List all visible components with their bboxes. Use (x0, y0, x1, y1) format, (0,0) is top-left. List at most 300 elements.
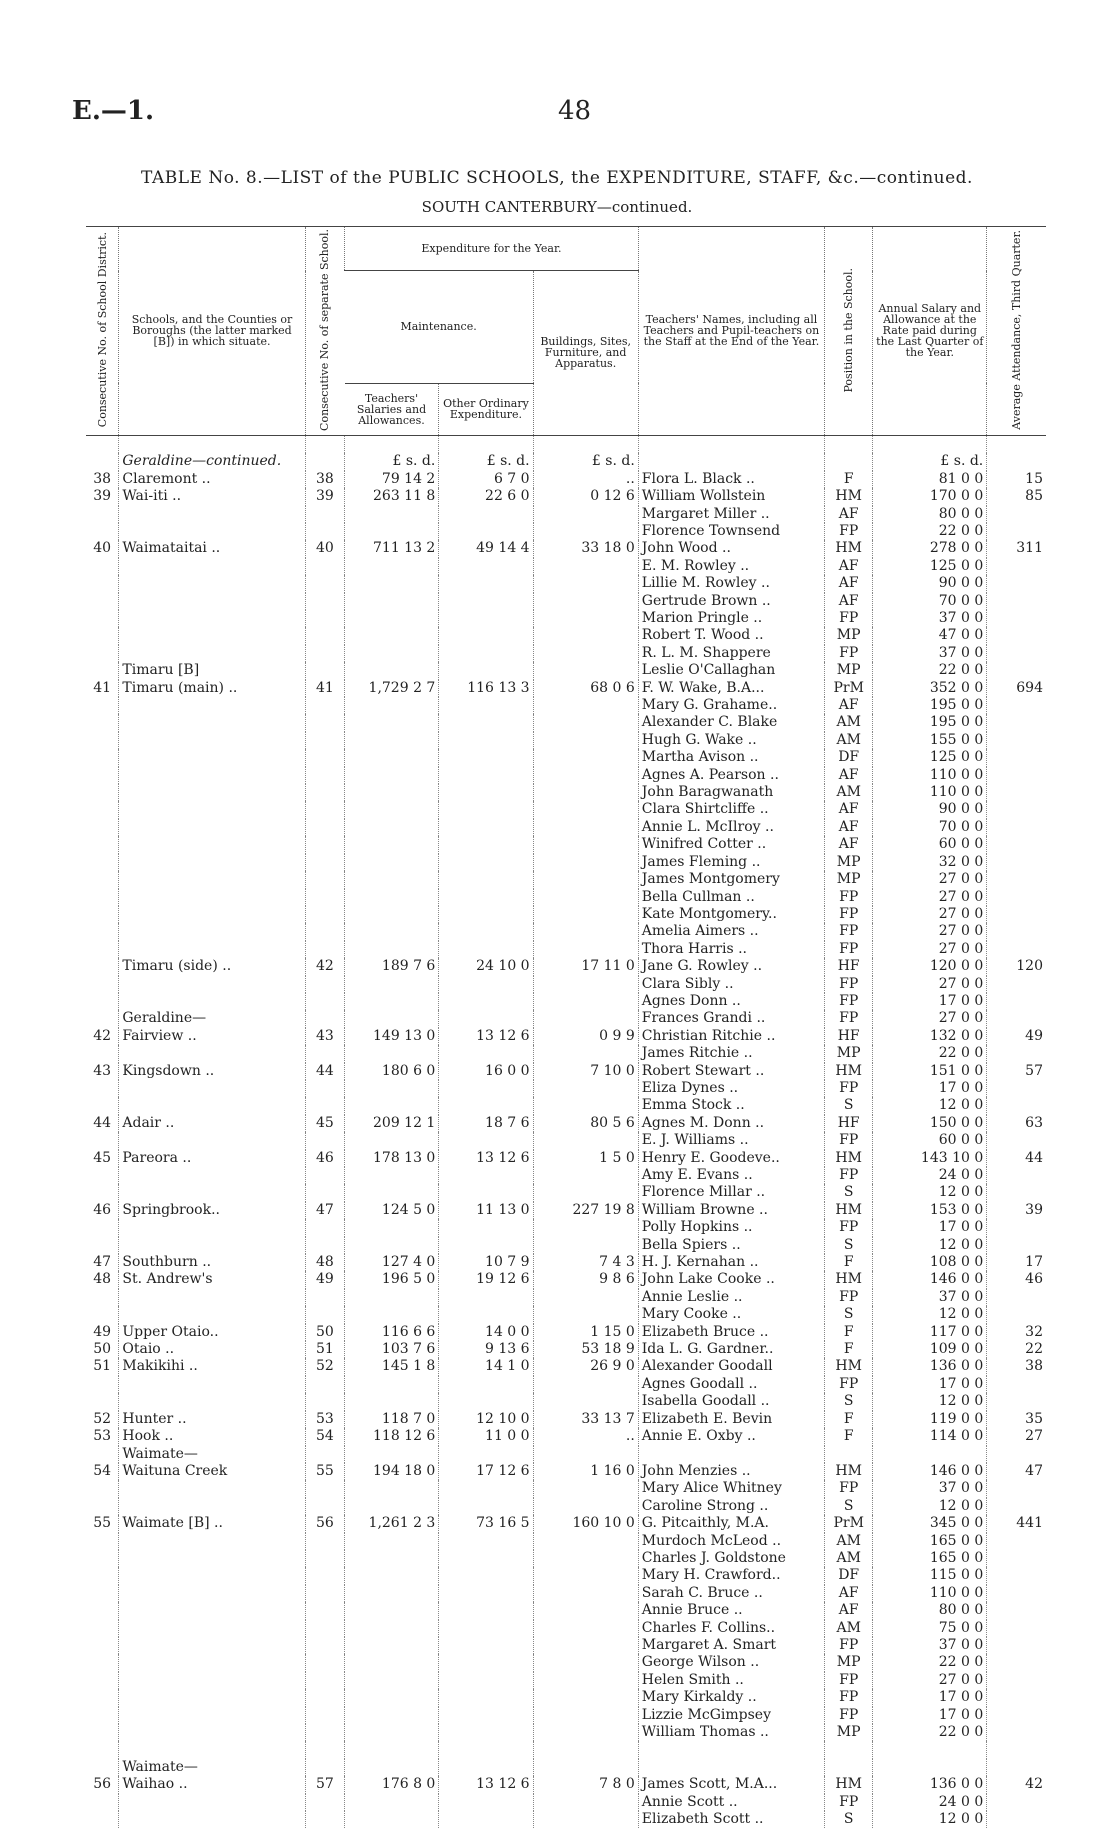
buildings-cell: 7 10 0 (533, 1063, 638, 1080)
position-cell: F (825, 1254, 873, 1271)
position-cell: MP (825, 662, 873, 679)
buildings-cell (533, 558, 638, 575)
buildings-cell (533, 819, 638, 836)
salary-cell: 37 0 0 (873, 1637, 987, 1654)
school-name (119, 1167, 305, 1184)
salaries-cell (345, 1533, 439, 1550)
salaries-cell (345, 1620, 439, 1637)
table-row (86, 1776, 1046, 1793)
salary-cell: 125 0 0 (873, 749, 987, 766)
district-no (86, 575, 119, 592)
school-name: Kingsdown .. (119, 1063, 305, 1080)
school-name (119, 1811, 305, 1828)
attendance-cell: 22 (987, 1341, 1046, 1358)
table-row (86, 1567, 1046, 1584)
school-no: 56 (305, 1515, 344, 1532)
school-name (119, 1620, 305, 1637)
buildings-cell: .. (533, 1428, 638, 1445)
district-no (86, 1480, 119, 1497)
table-body (86, 435, 1046, 1828)
other-expenditure-cell (439, 1533, 533, 1550)
buildings-cell (533, 732, 638, 749)
district-no (86, 1010, 119, 1027)
teacher-name: Mary G. Grahame.. (638, 697, 824, 714)
salary-cell: 165 0 0 (873, 1533, 987, 1550)
school-no (305, 906, 344, 923)
attendance-cell (987, 871, 1046, 888)
buildings-cell: 17 11 0 (533, 958, 638, 975)
school-no (305, 1132, 344, 1149)
attendance-cell (987, 1637, 1046, 1654)
header-school-no: Consecutive No. of separate School. (305, 227, 344, 436)
school-no (305, 1724, 344, 1741)
position-cell: FP (825, 1167, 873, 1184)
attendance-cell: 17 (987, 1254, 1046, 1271)
attendance-cell (987, 906, 1046, 923)
attendance-cell (987, 1393, 1046, 1410)
school-name: Wai-iti .. (119, 488, 305, 505)
salary-cell: 22 0 0 (873, 662, 987, 679)
attendance-cell (987, 714, 1046, 731)
salaries-cell (345, 1724, 439, 1741)
header-schools: Schools, and the Counties or Boroughs (the latter marked [B]) in which situate. (119, 227, 305, 436)
attendance-cell (987, 1602, 1046, 1619)
school-name (119, 767, 305, 784)
teacher-name: Caroline Strong .. (638, 1498, 824, 1515)
teacher-name: Winifred Cotter .. (638, 836, 824, 853)
school-no (305, 1585, 344, 1602)
attendance-cell (987, 1480, 1046, 1497)
salary-cell: 12 0 0 (873, 1237, 987, 1254)
position-cell: S (825, 1811, 873, 1828)
salaries-cell: 178 13 0 (345, 1150, 439, 1167)
salaries-cell (345, 1602, 439, 1619)
attendance-cell (987, 645, 1046, 662)
teacher-name: Elizabeth E. Bevin (638, 1411, 824, 1428)
buildings-cell: 53 18 9 (533, 1341, 638, 1358)
salaries-cell (345, 645, 439, 662)
district-no (86, 627, 119, 644)
attendance-cell (987, 1237, 1046, 1254)
district-no (86, 871, 119, 888)
teacher-name: Robert T. Wood .. (638, 627, 824, 644)
district-no (86, 1811, 119, 1828)
attendance-cell (987, 767, 1046, 784)
buildings-cell (533, 854, 638, 871)
table-row (86, 976, 1046, 993)
other-expenditure-cell: 13 12 6 (439, 1028, 533, 1045)
other-expenditure-cell (439, 993, 533, 1010)
teacher-name: H. J. Kernahan .. (638, 1254, 824, 1271)
teacher-name: Emma Stock .. (638, 1097, 824, 1114)
buildings-cell (533, 1219, 638, 1236)
position-cell: FP (825, 1080, 873, 1097)
salary-cell: 114 0 0 (873, 1428, 987, 1445)
table-row (86, 1150, 1046, 1167)
table-row (86, 1689, 1046, 1706)
attendance-cell (987, 1724, 1046, 1741)
position-cell: AF (825, 801, 873, 818)
attendance-cell (987, 1306, 1046, 1323)
table-row (86, 680, 1046, 697)
header-other-expenditure: Other Ordinary Expenditure. (439, 383, 533, 435)
salaries-cell: 127 4 0 (345, 1254, 439, 1271)
school-name: Geraldine—continued. (119, 453, 305, 470)
salaries-cell: 1,729 2 7 (345, 680, 439, 697)
school-name: Makikihi .. (119, 1358, 305, 1375)
attendance-cell: 32 (987, 1324, 1046, 1341)
salaries-cell: 103 7 6 (345, 1341, 439, 1358)
school-name (119, 1637, 305, 1654)
salaries-cell (345, 1811, 439, 1828)
attendance-cell (987, 993, 1046, 1010)
salaries-cell: 149 13 0 (345, 1028, 439, 1045)
salary-cell: 27 0 0 (873, 941, 987, 958)
salary-cell: 155 0 0 (873, 732, 987, 749)
position-cell: HM (825, 1150, 873, 1167)
district-no (86, 906, 119, 923)
attendance-cell (987, 941, 1046, 958)
other-expenditure-cell (439, 575, 533, 592)
other-expenditure-cell: 12 10 0 (439, 1411, 533, 1428)
other-expenditure-cell: 10 7 9 (439, 1254, 533, 1271)
header-expenditure: Expenditure for the Year. (345, 227, 639, 271)
school-no (305, 784, 344, 801)
district-no (86, 1097, 119, 1114)
salaries-cell (345, 1010, 439, 1027)
school-no: 55 (305, 1463, 344, 1480)
teacher-name: Mary Cooke .. (638, 1306, 824, 1323)
salaries-cell (345, 1654, 439, 1671)
buildings-cell (533, 1376, 638, 1393)
teacher-name: Marion Pringle .. (638, 610, 824, 627)
district-no: 53 (93, 1428, 112, 1445)
school-name: Waituna Creek (119, 1463, 305, 1480)
school-name (119, 1480, 305, 1497)
school-name (119, 523, 305, 540)
district-no (86, 1446, 119, 1463)
other-expenditure-cell: 13 12 6 (439, 1776, 533, 1793)
position-cell (825, 1741, 873, 1758)
other-expenditure-cell (439, 906, 533, 923)
school-name: Southburn .. (119, 1254, 305, 1271)
teacher-name: Elizabeth Bruce .. (638, 1324, 824, 1341)
salary-cell: 12 0 0 (873, 1306, 987, 1323)
school-name (119, 1080, 305, 1097)
salary-cell: 37 0 0 (873, 610, 987, 627)
teacher-name: Alexander C. Blake (638, 714, 824, 731)
school-name (119, 1132, 305, 1149)
school-name (119, 871, 305, 888)
attendance-cell (987, 1654, 1046, 1671)
table-row (86, 627, 1046, 644)
salaries-cell (345, 854, 439, 871)
table-row (86, 1341, 1046, 1358)
salary-cell: 60 0 0 (873, 1132, 987, 1149)
position-cell: MP (825, 1724, 873, 1741)
salaries-cell (345, 697, 439, 714)
teacher-name: William Browne .. (638, 1202, 824, 1219)
school-no: 49 (305, 1271, 344, 1288)
table-row (86, 1672, 1046, 1689)
position-cell: HM (825, 1463, 873, 1480)
other-expenditure-cell (439, 593, 533, 610)
other-expenditure-cell (439, 1097, 533, 1114)
other-expenditure-cell (439, 1010, 533, 1027)
position-cell: FP (825, 1637, 873, 1654)
other-expenditure-cell (439, 1480, 533, 1497)
district-no (86, 889, 119, 906)
other-expenditure-cell (439, 767, 533, 784)
other-expenditure-cell (439, 1602, 533, 1619)
table-row (86, 993, 1046, 1010)
teacher-name: Annie Scott .. (638, 1794, 824, 1811)
district-no (86, 1219, 119, 1236)
position-cell: F (825, 1411, 873, 1428)
teacher-name: Isabella Goodall .. (638, 1393, 824, 1410)
other-expenditure-cell (439, 1498, 533, 1515)
salaries-cell (345, 1637, 439, 1654)
salary-cell: 278 0 0 (873, 540, 987, 557)
school-name: Waihao .. (119, 1776, 305, 1793)
school-name: Hunter .. (119, 1411, 305, 1428)
salaries-cell (345, 784, 439, 801)
school-no (305, 1794, 344, 1811)
page-reference: E.—1. (72, 96, 155, 126)
teacher-name: William Thomas .. (638, 1724, 824, 1741)
school-no (305, 1602, 344, 1619)
school-name (119, 627, 305, 644)
attendance-cell: 63 (987, 1115, 1046, 1132)
table-row (86, 662, 1046, 679)
table-row (86, 558, 1046, 575)
district-no: 43 (93, 1062, 112, 1079)
school-name (119, 1097, 305, 1114)
teacher-name: Annie L. McIlroy .. (638, 819, 824, 836)
salaries-cell (345, 941, 439, 958)
table-row (86, 1045, 1046, 1062)
teacher-name: William Wollstein (638, 488, 824, 505)
school-no: 45 (305, 1115, 344, 1132)
school-name: Upper Otaio.. (119, 1324, 305, 1341)
table-row (86, 1167, 1046, 1184)
attendance-cell: 694 (987, 680, 1046, 697)
attendance-cell (987, 610, 1046, 627)
school-name (119, 1393, 305, 1410)
other-expenditure-cell (439, 610, 533, 627)
attendance-cell (987, 593, 1046, 610)
buildings-cell (533, 1446, 638, 1463)
position-cell: F (825, 1324, 873, 1341)
position-cell: FP (825, 1376, 873, 1393)
buildings-cell (533, 1585, 638, 1602)
salary-cell: 125 0 0 (873, 558, 987, 575)
buildings-cell: 33 18 0 (533, 540, 638, 557)
other-expenditure-cell (439, 1567, 533, 1584)
buildings-cell: 7 8 0 (533, 1776, 638, 1793)
school-name (119, 1707, 305, 1724)
salary-cell: 37 0 0 (873, 1480, 987, 1497)
buildings-cell (533, 1184, 638, 1201)
buildings-cell (533, 1620, 638, 1637)
attendance-cell: 57 (987, 1063, 1046, 1080)
position-cell: HM (825, 1063, 873, 1080)
salaries-cell (345, 506, 439, 523)
header-salary: Annual Salary and Allowance at the Rate paid during the Last Quarter of the Year. (873, 227, 987, 436)
salaries-cell (345, 1759, 439, 1776)
district-no (86, 453, 119, 470)
school-no (305, 1080, 344, 1097)
salaries-cell: 116 6 6 (345, 1324, 439, 1341)
attendance-cell (987, 854, 1046, 871)
teacher-name: Margaret A. Smart (638, 1637, 824, 1654)
school-no (305, 558, 344, 575)
other-expenditure-cell: 49 14 4 (439, 540, 533, 557)
position-cell: AF (825, 506, 873, 523)
table-row (86, 1463, 1046, 1480)
salaries-cell (345, 1289, 439, 1306)
buildings-cell (533, 1289, 638, 1306)
salary-cell: 12 0 0 (873, 1811, 987, 1828)
teacher-name: John Lake Cooke .. (638, 1271, 824, 1288)
school-no (305, 1184, 344, 1201)
table-row (86, 1428, 1046, 1445)
salaries-cell (345, 1045, 439, 1062)
attendance-cell (987, 1567, 1046, 1584)
school-name (119, 1741, 305, 1758)
other-expenditure-cell (439, 1794, 533, 1811)
buildings-cell (533, 1010, 638, 1027)
attendance-cell (987, 523, 1046, 540)
other-expenditure-cell (439, 941, 533, 958)
salary-cell: 75 0 0 (873, 1620, 987, 1637)
attendance-cell: 38 (987, 1358, 1046, 1375)
attendance-cell: 311 (987, 540, 1046, 557)
teacher-name: Frances Grandi .. (638, 1010, 824, 1027)
table-row (86, 819, 1046, 836)
salaries-cell (345, 871, 439, 888)
table-row (86, 506, 1046, 523)
teacher-name: Annie Bruce .. (638, 1602, 824, 1619)
position-cell: FP (825, 1794, 873, 1811)
position-cell: HM (825, 1202, 873, 1219)
buildings-cell (533, 593, 638, 610)
salary-cell: 12 0 0 (873, 1184, 987, 1201)
buildings-cell: 33 13 7 (533, 1411, 638, 1428)
table-row (86, 906, 1046, 923)
teacher-name: Lillie M. Rowley .. (638, 575, 824, 592)
buildings-cell (533, 767, 638, 784)
teacher-name: Clara Sibly .. (638, 976, 824, 993)
other-expenditure-cell (439, 645, 533, 662)
other-expenditure-cell: 116 13 3 (439, 680, 533, 697)
other-expenditure-cell (439, 506, 533, 523)
district-no: 50 (93, 1341, 112, 1358)
table-row (86, 1063, 1046, 1080)
table-row (86, 1498, 1046, 1515)
school-name (119, 1306, 305, 1323)
salary-cell: 165 0 0 (873, 1550, 987, 1567)
position-cell: HF (825, 958, 873, 975)
district-no (86, 645, 119, 662)
table-row (86, 1411, 1046, 1428)
table-row (86, 1550, 1046, 1567)
district-no (86, 1724, 119, 1741)
salary-cell: 27 0 0 (873, 871, 987, 888)
teacher-name: Elizabeth Scott .. (638, 1811, 824, 1828)
other-expenditure-cell: 13 12 6 (439, 1150, 533, 1167)
table-row (86, 1271, 1046, 1288)
school-no (305, 1498, 344, 1515)
salaries-cell (345, 1097, 439, 1114)
attendance-cell (987, 1219, 1046, 1236)
school-no (305, 1759, 344, 1776)
buildings-cell: 0 12 6 (533, 488, 638, 505)
salaries-cell (345, 801, 439, 818)
salary-cell: 22 0 0 (873, 1654, 987, 1671)
school-no (305, 575, 344, 592)
teacher-name: Thora Harris .. (638, 941, 824, 958)
salaries-cell (345, 1167, 439, 1184)
buildings-cell (533, 523, 638, 540)
teacher-name: George Wilson .. (638, 1654, 824, 1671)
school-name (119, 1724, 305, 1741)
district-no (86, 1707, 119, 1724)
salary-cell: 151 0 0 (873, 1063, 987, 1080)
buildings-cell (533, 871, 638, 888)
buildings-cell: 7 4 3 (533, 1254, 638, 1271)
table-row (86, 1202, 1046, 1219)
school-name (119, 854, 305, 871)
table-row (86, 1515, 1046, 1532)
school-name: Timaru (main) .. (119, 680, 305, 697)
position-cell (825, 1446, 873, 1463)
position-cell: FP (825, 906, 873, 923)
position-cell: FP (825, 1132, 873, 1149)
district-no: 55 (93, 1515, 112, 1532)
header-maintenance: Maintenance. (345, 271, 533, 384)
position-cell: HM (825, 1776, 873, 1793)
other-expenditure-cell (439, 871, 533, 888)
school-name: Fairview .. (119, 1028, 305, 1045)
salary-cell (873, 1759, 987, 1776)
position-cell: FP (825, 1672, 873, 1689)
buildings-cell (533, 941, 638, 958)
buildings-cell (533, 993, 638, 1010)
school-no: 43 (305, 1028, 344, 1045)
buildings-cell (533, 906, 638, 923)
district-no (86, 1637, 119, 1654)
position-cell: AF (825, 767, 873, 784)
salary-cell: 345 0 0 (873, 1515, 987, 1532)
salary-cell: 17 0 0 (873, 1080, 987, 1097)
teacher-name (638, 1759, 824, 1776)
salary-cell: 37 0 0 (873, 1289, 987, 1306)
district-no (86, 749, 119, 766)
salaries-cell (345, 889, 439, 906)
district-no: 49 (93, 1323, 112, 1340)
attendance-cell (987, 575, 1046, 592)
salary-cell: 24 0 0 (873, 1167, 987, 1184)
teacher-name: Agnes Goodall .. (638, 1376, 824, 1393)
position-cell: FP (825, 1480, 873, 1497)
salaries-cell: 124 5 0 (345, 1202, 439, 1219)
school-no (305, 1654, 344, 1671)
salary-cell: 17 0 0 (873, 1689, 987, 1706)
school-no: 44 (305, 1063, 344, 1080)
district-no (86, 1585, 119, 1602)
district-no (86, 1498, 119, 1515)
